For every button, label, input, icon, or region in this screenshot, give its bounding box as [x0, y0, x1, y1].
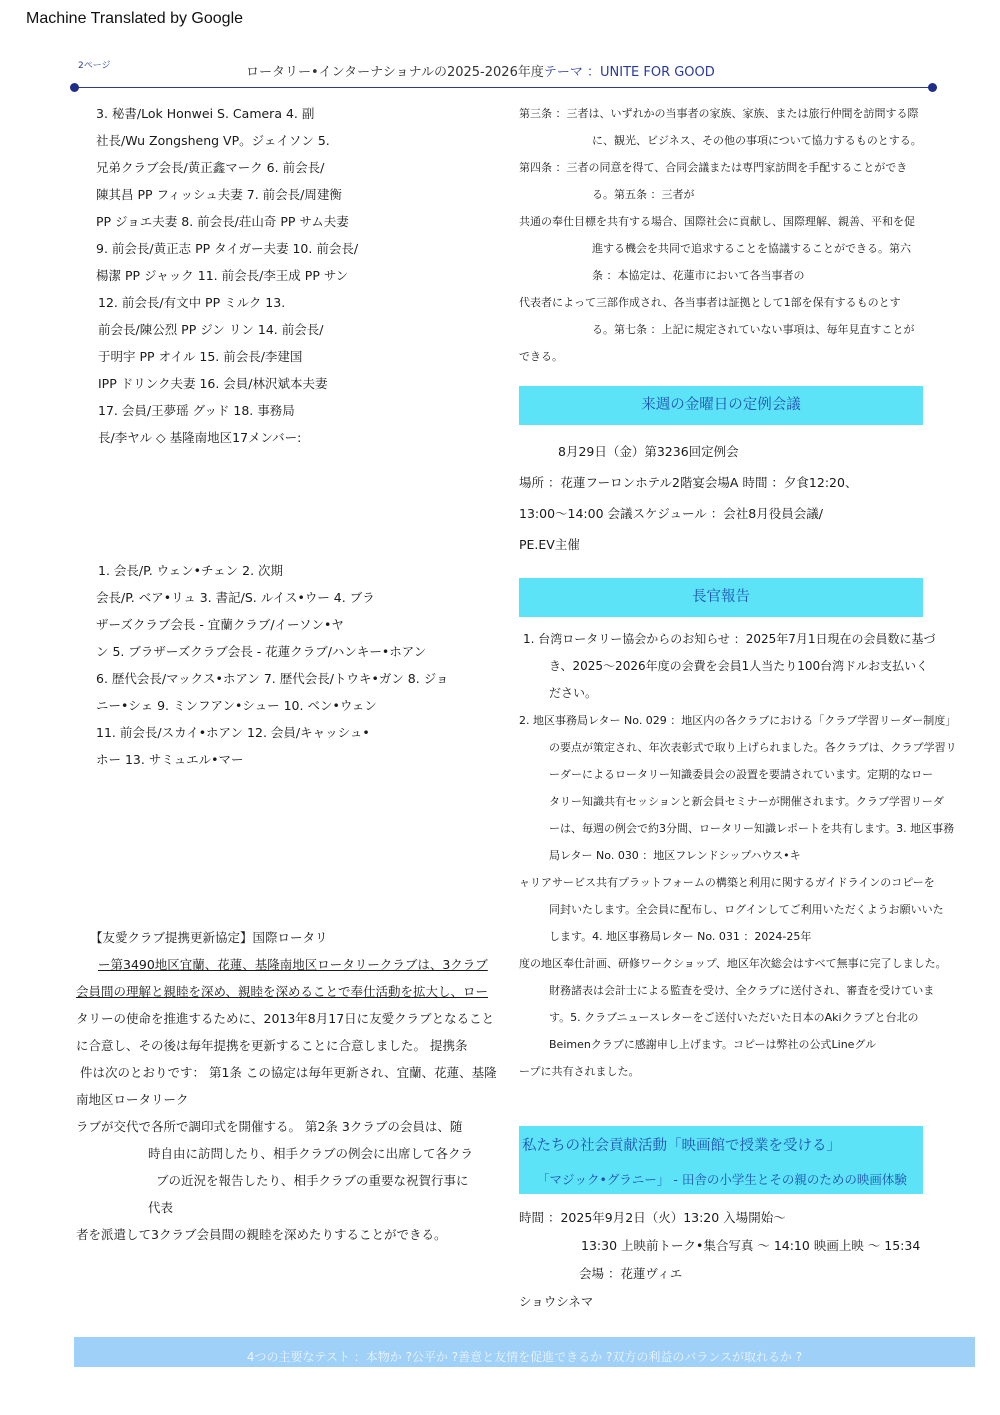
- report-line: す。5. クラブニュースレターをご送付いただいた日本のAkiクラブと台北の: [549, 1011, 919, 1024]
- member-line: 陳其昌 PP フィッシュ夫妻 7. 前会長/周建衡: [96, 187, 342, 202]
- member-line: 1. 会長/P. ウェン•チェン 2. 次期: [98, 563, 284, 578]
- member-line: 前会長/陳公烈 PP ジン リン 14. 前会長/: [98, 322, 324, 337]
- member-line: 于明宇 PP オイル 15. 前会長/李建国: [98, 349, 303, 364]
- member-line: ニー•シェ 9. ミンフアン•シュー 10. ベン•ウェン: [96, 698, 377, 713]
- header-divider: [75, 87, 932, 88]
- member-line: 3. 秘書/Lok Honwei S. Camera 4. 副: [96, 106, 315, 121]
- next-meeting-banner: 来週の金曜日の定例会議: [519, 386, 923, 425]
- translation-notice: Machine Translated by Google: [26, 10, 244, 27]
- social-line: 会場 ：花蓮ヴィエ: [579, 1266, 683, 1281]
- header-theme: ：UNITE FOR GOOD: [587, 65, 715, 80]
- member-line: 12. 前会長/有文中 PP ミルク 13.: [98, 295, 286, 310]
- page-header-title: [246, 61, 715, 80]
- report-line: 2. 地区事務局レター No. 029 ：地区内の各クラブにおける「クラブ学習リーダー制度」: [519, 714, 957, 727]
- agreement-line: 会員間の理解と親睦を深め、親睦を深めることで奉仕活動を拡大し、ロー: [76, 984, 489, 999]
- agreement-line: に合意し、その後は毎年提携を更新することに合意しました。 提携条: [76, 1038, 468, 1053]
- article-line: 代表者によって三部作成され、各当事者は証拠として1部を保有するものとす: [519, 296, 901, 309]
- report-line: タリー知識共有セッションと新会員セミナーが開催されます。クラブ学習リーダ: [549, 795, 944, 808]
- friendship-agreement: [76, 924, 497, 1248]
- agreement-line: ー第3490地区宜蘭、花蓮、基隆南地区ロータリークラブは、3クラブ: [98, 957, 488, 972]
- agreement-line: 南地区ロータリーク: [76, 1092, 189, 1107]
- agreement-line: ブの近況を報告したり、相手クラブの重要な祝賀行事に: [156, 1173, 469, 1188]
- article-line: 第三条 ：三者は、いずれかの当事者の家族、家族、または旅行仲間を訪問する際: [519, 107, 919, 120]
- governor-report-banner: 長官報告: [519, 578, 923, 617]
- agreement-line: 者を派遣して3クラブ会員間の親睦を深めたりすることができる。: [76, 1227, 447, 1242]
- agreement-line: 【友愛クラブ提携更新協定】国際ロータリ: [90, 930, 328, 945]
- meeting-line: 13:00～14:00 会議スケジュール ：会社8月役員会議/: [519, 506, 823, 521]
- report-line: 度の地区奉仕計画、研修ワークショップ、地区年次総会はすべて無事に完了しました。: [519, 957, 947, 970]
- meeting-line: PE.EV主催: [519, 537, 580, 552]
- article-line: 条 ：本協定は、花蓮市において各当事者の: [592, 269, 805, 282]
- member-line: 長/李ヤル ◇ 基隆南地区17メンバー:: [98, 430, 302, 445]
- report-line: 同封いたします。全会員に配布し、ログインしてご利用いただくようお願いいた: [549, 903, 944, 916]
- agreement-articles: [519, 100, 922, 370]
- report-line: ャリアサービス共有プラットフォームの構築と利用に関するガイドラインのコピーを: [519, 876, 935, 889]
- article-line: 共通の奉仕目標を共有する場合、国際社会に貢献し、国際理解、親善、平和を促: [519, 215, 915, 228]
- member-line: 兄弟クラブ会長/黄正鑫マーク 6. 前会長/: [96, 160, 325, 175]
- social-line: 13:30 上映前トーク•集合写真 ～ 14:10 映画上映 ～ 15:34: [581, 1238, 921, 1253]
- member-line: 17. 会員/王夢瑶 グッド 18. 事務局: [98, 403, 295, 418]
- report-line: き、2025～2026年度の会費を会員1人当たり100台湾ドルお支払いく: [549, 659, 929, 673]
- agreement-line: 代表: [148, 1200, 174, 1215]
- member-line: IPP ドリンク夫妻 16. 会員/林沢斌本夫妻: [98, 376, 328, 391]
- agreement-line: ラブが交代で各所で調印式を開催する。 第2条 3クラブの会員は、随: [76, 1119, 463, 1134]
- report-line: の要点が策定され、年次表彰式で取り上げられました。各クラブは、クラブ学習リ: [549, 741, 957, 754]
- social-activity-title: 私たちの社会貢献活動「映画館で授業を受ける」: [522, 1138, 841, 1154]
- agreement-line: 件は次のとおりです： 第1条 この協定は毎年更新され、宜蘭、花蓮、基隆: [80, 1065, 497, 1080]
- meeting-line: 場所 ：花蓮フーロンホテル2階宴会場A 時間 ：夕食12:20、: [519, 475, 858, 490]
- member-line: ザーズクラブ会長 - 宜蘭クラブ/イーソン•ヤ: [96, 617, 344, 632]
- social-line: 時間 ：2025年9月2日（火）13:20 入場開始～: [519, 1210, 786, 1225]
- article-line: できる。: [519, 350, 563, 363]
- social-activity-banner: [519, 1126, 923, 1194]
- four-way-test-footer: 4つの主要なテスト ：本物か ?公平か ?善意と友情を促進できるか ?双方の利益のバランスが取れるか ?: [74, 1337, 975, 1367]
- article-line: 第四条 ：三者の同意を得て、合同会議または専門家訪問を手配することができ: [519, 161, 908, 174]
- agreement-line: 時自由に訪問したり、相手クラブの例会に出席して各クラ: [148, 1146, 474, 1161]
- member-line: 社長/Wu Zongsheng VP。ジェイソン 5.: [96, 133, 330, 148]
- report-line: 財務諸表は会計士による監査を受け、全クラブに送付され、審査を受けていま: [549, 984, 935, 997]
- report-line: します。4. 地区事務局レター No. 031 ：2024-25年: [549, 930, 812, 943]
- header-title-prefix: ロータリー•インターナショナルの2025-2026年度: [246, 65, 544, 80]
- member-line: 11. 前会長/スカイ•ホアン 12. 会員/キャッシュ•: [96, 725, 370, 740]
- report-line: ださい。: [549, 686, 598, 700]
- social-activity-subtitle: 「マジック•グラニー」 - 田舎の小学生とその親のための映画体験: [537, 1172, 907, 1187]
- divider-dot-left: [70, 83, 79, 92]
- header-theme-word: テーマ: [543, 65, 583, 80]
- article-line: 進する機会を共同で追求することを協議することができる。第六: [592, 242, 911, 255]
- member-line: PP ジョエ夫妻 8. 前会長/荘山奇 PP サム夫妻: [96, 214, 349, 229]
- agreement-line: タリーの使命を推進するために、2013年8月17日に友愛クラブとなること: [76, 1011, 495, 1026]
- article-line: る。第五条 ：三者が: [592, 188, 695, 201]
- next-meeting-details: [519, 436, 857, 560]
- member-line: ン 5. ブラザーズクラブ会長 - 花蓮クラブ/ハンキー•ホアン: [96, 644, 427, 659]
- report-line: Beimenクラブに感謝申し上げます。コピーは弊社の公式Lineグル: [549, 1038, 877, 1051]
- meeting-date: 8月29日（金）第3236回定例会: [558, 444, 739, 459]
- report-line: 局レター No. 030 ：地区フレンドシップハウス•キ: [549, 849, 801, 862]
- report-line: ーダーによるロータリー知識委員会の設置を要請されています。定期的なロー: [549, 768, 934, 781]
- report-line: 1. 台湾ロータリー協会からのお知らせ ：2025年7月1日現在の会員数に基づ: [523, 632, 936, 646]
- member-line: ホー 13. サミュエル•マー: [96, 752, 244, 767]
- article-line: る。第七条 ：上記に規定されていない事項は、毎年見直すことが: [592, 323, 915, 336]
- member-line: 6. 歴代会長/マックス•ホアン 7. 歴代会長/トウキ•ガン 8. ジョ: [96, 671, 449, 686]
- page-number: 2ページ: [78, 61, 111, 71]
- article-line: に、観光、ビジネス、その他の事項について協力するものとする。: [592, 134, 922, 147]
- social-line: ショウシネマ: [519, 1294, 594, 1309]
- governor-report: [519, 626, 957, 1085]
- member-line: 9. 前会長/黄正志 PP タイガー夫妻 10. 前会長/: [96, 241, 359, 256]
- member-line: 会長/P. ベア•リュ 3. 書記/S. ルイス•ウー 4. ブラ: [96, 590, 375, 605]
- member-line: 楊潔 PP ジャック 11. 前会長/李王成 PP サン: [96, 268, 349, 283]
- divider-dot-right: [928, 83, 937, 92]
- member-list-keelung-south: [96, 557, 448, 773]
- social-activity-details: [519, 1204, 920, 1316]
- report-line: ーは、毎週の例会で約3分間、ロータリー知識レポートを共有します。3. 地区事務: [549, 822, 955, 835]
- member-list-hualien: [96, 100, 358, 451]
- report-line: ープに共有されました。: [519, 1065, 640, 1078]
